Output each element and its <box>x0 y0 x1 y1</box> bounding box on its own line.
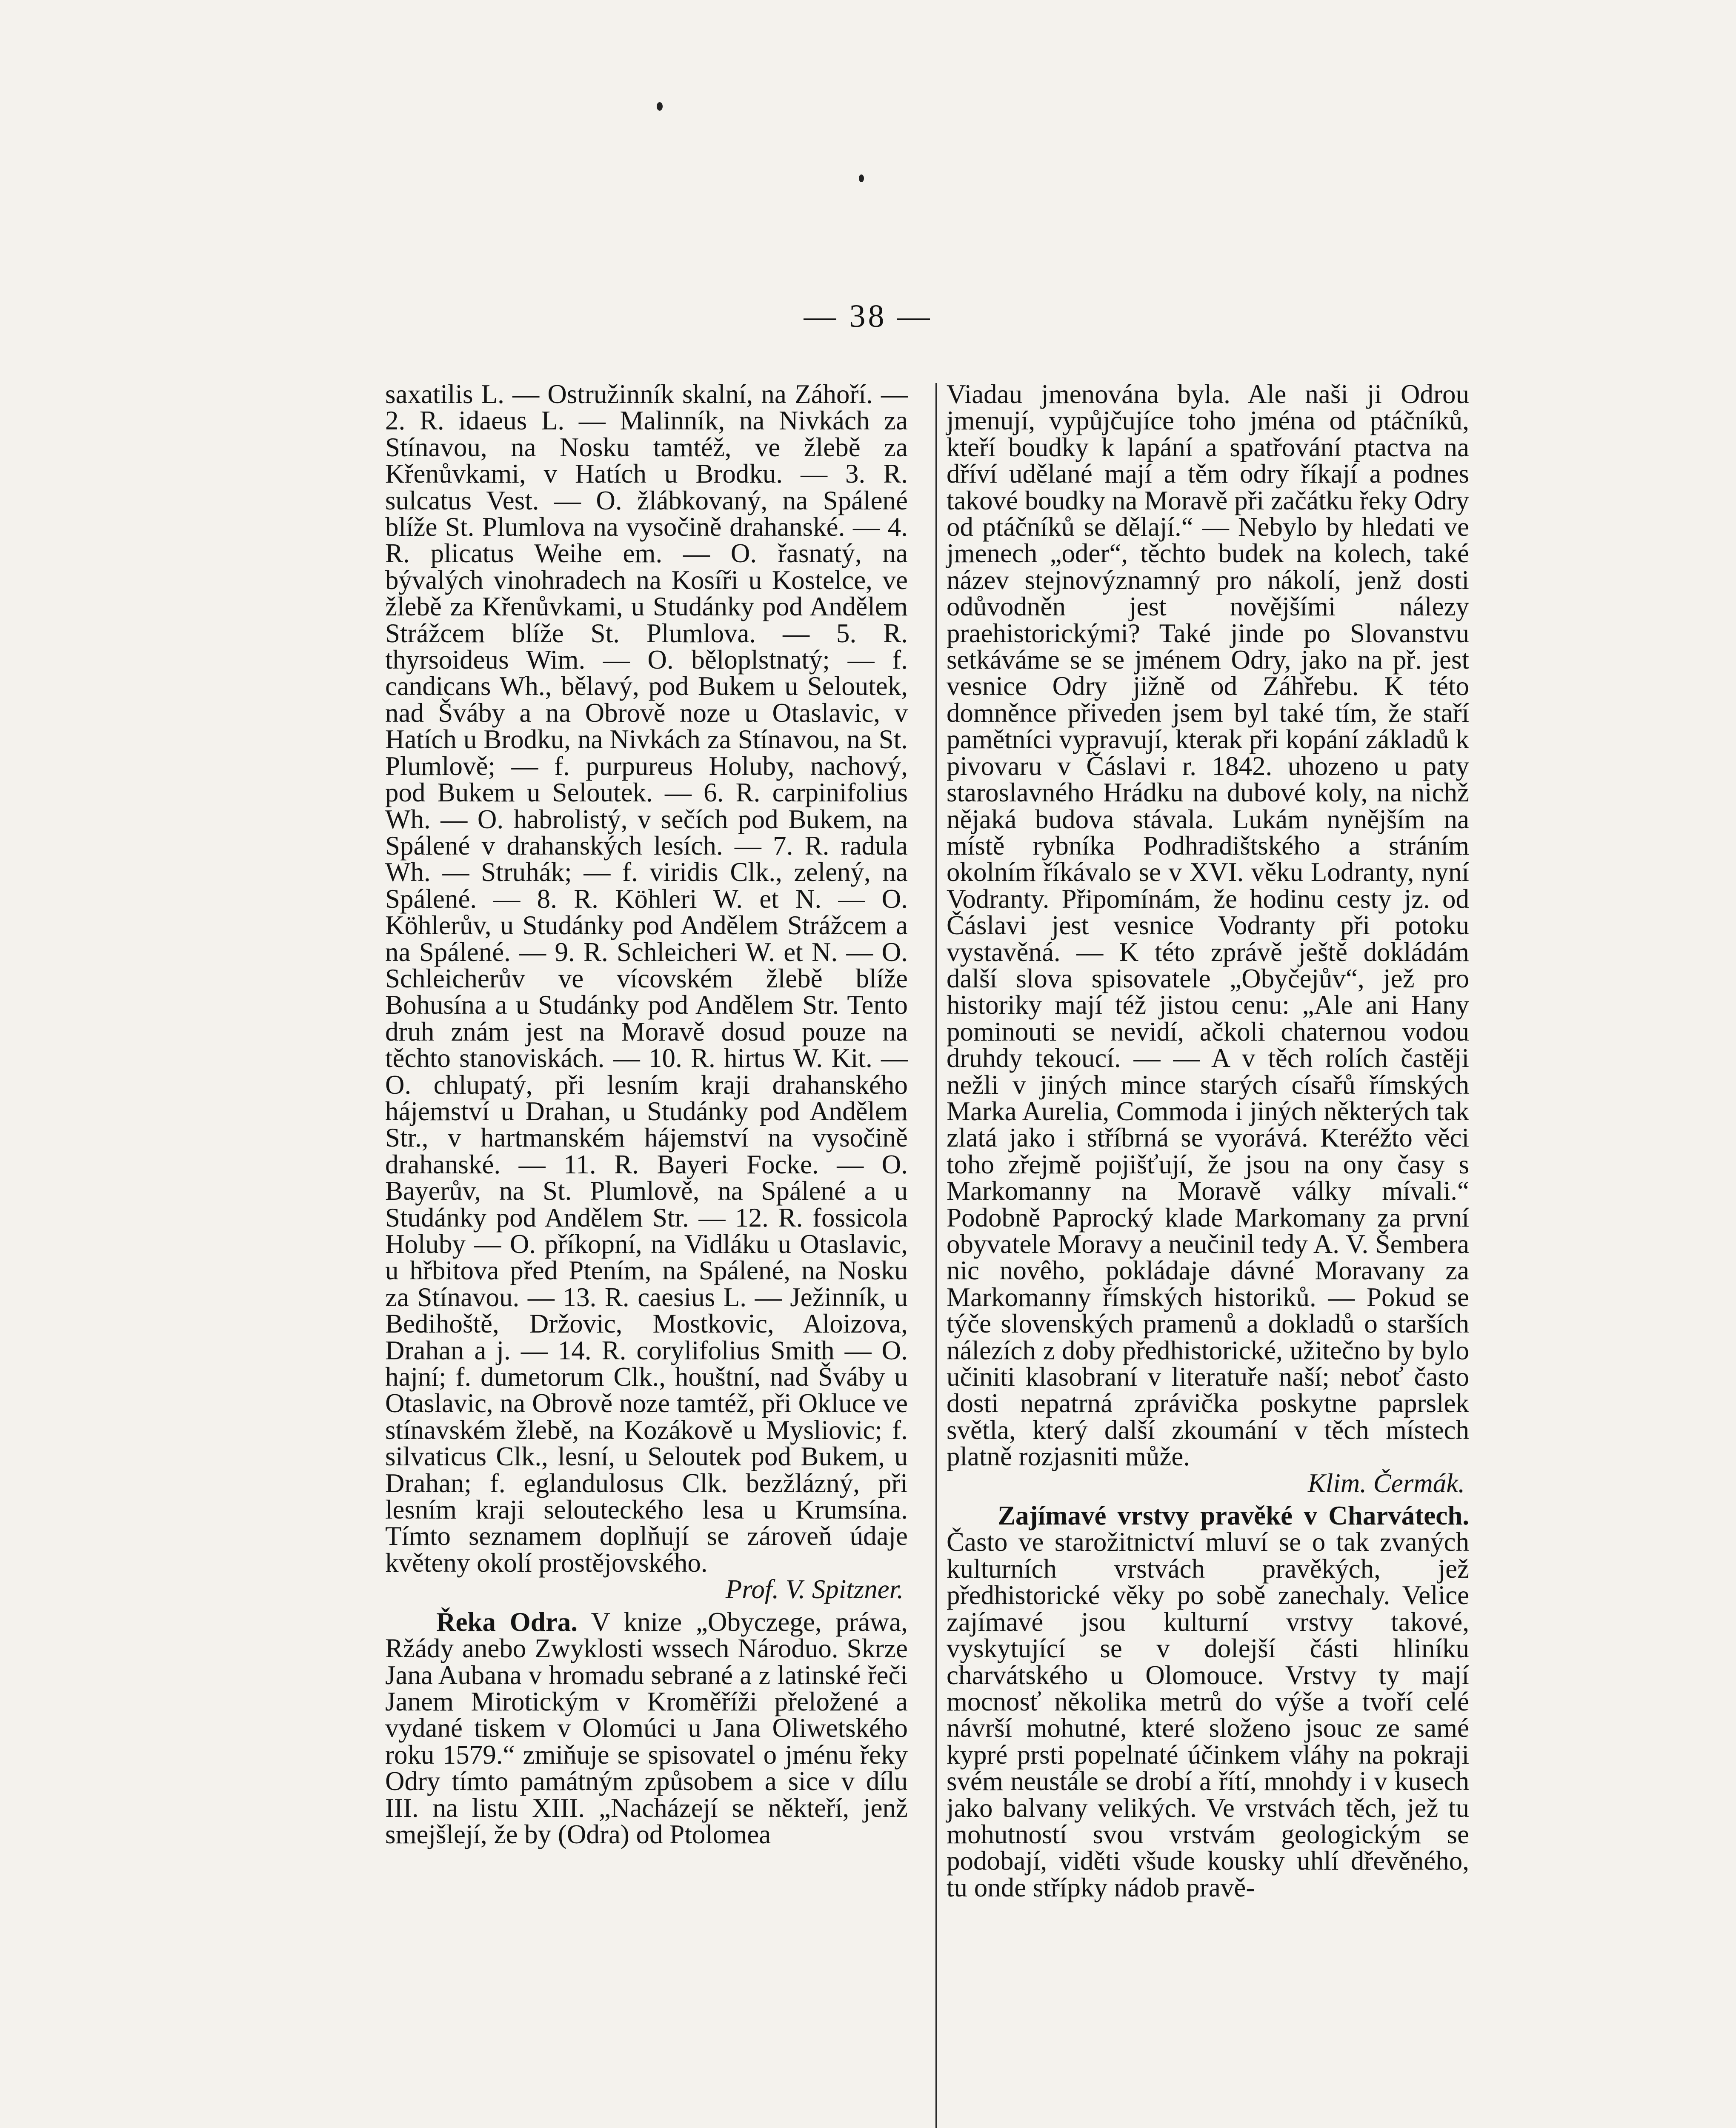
column-divider <box>935 383 937 2128</box>
author-signature: Prof. V. Spitzner. <box>725 1574 904 1605</box>
article-heading: Zajímavé vrstvy pravěké v Charvátech. <box>998 1501 1469 1531</box>
article-reka-odra <box>385 1609 908 1848</box>
author-signature: Klim. Čermák. <box>1307 1468 1465 1498</box>
article-text: Často ve starožitnictví mluví se o tak zvaných kulturních vrstvách pravěkých, jež předhistorické věky po sobě zanechaly. Velice zajímavé jsou kulturní vrstvy takové, vyskytující se v dolejší části hliníku charvátského u Olomouce. Vrstvy ty mají mocnosť několika metrů do výše a tvoří celé návrší mohutné, které složeno jsouc ze samé kypré prsti popelnaté účinkem vláhy na pokraji svém neustále se drobí a řítí, mnohdy i v kusech jako balvany velikých. Ve vrstvách těch, jež tu mohutností svou vrstvám geologickým se podobají, viděti všude kousky uhlí dřevěného, tu onde střípky nádob pravě- <box>947 1527 1469 1902</box>
article-heading: Řeka Odra. <box>436 1607 578 1637</box>
ink-speck <box>657 102 663 111</box>
right-column <box>947 381 1469 1901</box>
left-column <box>385 381 908 1848</box>
rubus-species-list: saxatilis L. — Ostružinník skalní, na Záhoří. — 2. R. idaeus L. — Malinník, na Nivkách za Stínavou, na Nosku tamtéž, ve žlebě za Křenůvkami, v Hatích u Brodku. — 3. R. sulcatus Vest. — O. žlábkovaný, na Spálené blíže St. Plumlova na vysočině drahanské. — 4. R. plicatus Weihe em. — O. řasnatý, na bývalých vinohradech na Kosíři u Kostelce, ve žlebě za Křenůvkami, u Studánky pod Andělem Strážcem blíže St. Plumlova. — 5. R. thyrsoideus Wim. — O. běloplstnatý; — f. candicans Wh., bělavý, pod Bukem u Seloutek, nad Šváby a na Obrově noze u Otaslavic, v Hatích u Brodku, na Nivkách za Stínavou, na St. Plumlově; — f. purpureus Holuby, nachový, pod Bukem u Seloutek. — 6. R. carpinifolius Wh. — O. habrolistý, v sečích pod Bukem, na Spálené v drahanských lesích. — 7. R. radula Wh. — Struhák; — f. viridis Clk., zelený, na Spálené. — 8. R. Köhleri W. et N. — O. Köhlerův, u Studánky pod Andělem Strážcem a na Spálené. — 9. R. Schleicheri W. et N. — O. Schleicherův ve vícovském žlebě blíže Bohusína a u Studánky pod Andělem Str. Tento druh znám jest na Moravě dosud pouze na těchto stanoviskách. — 10. R. hirtus W. Kit. — O. chlupatý, při lesním kraji drahanského hájemství u Drahan, u Studánky pod Andělem Str., v hartmanském hájemství na vysočině drahanské. — 11. R. Bayeri Focke. — O. Bayerův, na St. Plumlově, na Spálené a u Studánky pod Andělem Str. — 12. R. fossicola Holuby — O. příkopní, na Vidláku u Otaslavic, u hřbitova před Ptením, na Spálené, na Nosku za Stínavou. — 13. R. caesius L. — Ježinník, u Bedihoště, Držovic, Mostkovic, Aloizova, Drahan a j. — 14. R. corylifolius Smith — O. hajní; f. dumetorum Clk., houštní, nad Šváby u Otaslavic, na Obrově noze tamtéž, při Okluce ve stínavském žlebě, na Kozákově u Mysliovic; f. silvaticus Clk., lesní, u Seloutek pod Bukem, u Drahan; f. eglandulosus Clk. bezžlázný, při lesním kraji selouteckého lesa u Krumsína. Tímto seznamem doplňují se zároveň údaje květeny okolí prostějovského. <box>385 379 908 1578</box>
article-reka-odra-continued: Viadau jmenována byla. Ale naši ji Odrou jmenují, vypůjčujíce toho jména od ptáčníků, kteří boudky k lapání a spatřování ptactva na dříví udělané mají a těm odry říkají a podnes takové boudky na Moravě při začátku řeky Odry od ptáčníků se dělají.“ — Nebylo by hledati ve jmenech „oder“, těchto budek na kolech, také název stejnovýznamný pro nákolí, jenž dosti odůvodněn jest novějšími nálezy praehistorickými? Také jinde po Slovanstvu setkáváme se se jménem Odry, jako na př. jest vesnice Odry jižně od Záhřebu. K této domněnce přiveden jsem byl také tím, že staří pamětníci vypravují, kterak při kopání základů k pivovaru v Čáslavi r. 1842. uhozeno u paty staroslavného Hrádku na dubové koly, na nichž nějaká budova stávala. Lukám nynějším na místě rybníka Podhradištského a stráním okolním říkávalo se v XVI. věku Lodranty, nyní Vodranty. Připomínám, že hodinu cesty jz. od Čáslavi jest vesnice Vodranty při potoku vystavěná. — K této zprávě ještě dokládám další slova spisovatele „Obyčejův“, jež pro historiky mají též jistou cenu: „Ale ani Hany pominouti se nevidí, ačkoli chaternou vodou druhdy tekoucí. — — A v těch rolích častěji nežli v jiných mince starých císařů římských Marka Aurelia, Commoda i jiných některých tak zlatá jako i stříbrná se vyorává. Kteréžto věci toho zřejmě pojišťují, že jsou na ony časy s Markomanny na Moravě války mívali.“ Podobně Paprocký klade Markomany za první obyvatele Moravy a neučinil tedy A. V. Šembera nic novêho, pokládaje dávné Moravany za Markomanny římských historiků. — Pokud se týče slovenských pramenů a dokladů o starších nálezích z doby předhistorické, užitečno by bylo učiniti klasobraní v literatuře naší; neboť často dosti nepatrná zprávička poskytne paprslek světla, který další zkoumání v těch místech platně rozjasniti může. <box>947 379 1469 1472</box>
article-vrstvy-charvaty <box>947 1502 1469 1901</box>
ink-speck <box>859 174 864 182</box>
article-text: V knize „Obyczege, práwa, Ržády anebo Zwyklosti wssech Národuo. Skrze Jana Aubana v hromadu sebrané a z latinské řeči Janem Mirotickým v Kroměříži přeložené a vydané tiskem v Olomúci u Jana Oliwetského roku 1579.“ zmiňuje se spisovatel o jménu řeky Odry tímto památným způsobem a sice v dílu III. na listu XIII. „Nacházejí se někteří, jenž smejšlejí, že by (Odra) od Ptolomea <box>385 1607 908 1849</box>
page-number: — 38 — <box>804 298 932 334</box>
